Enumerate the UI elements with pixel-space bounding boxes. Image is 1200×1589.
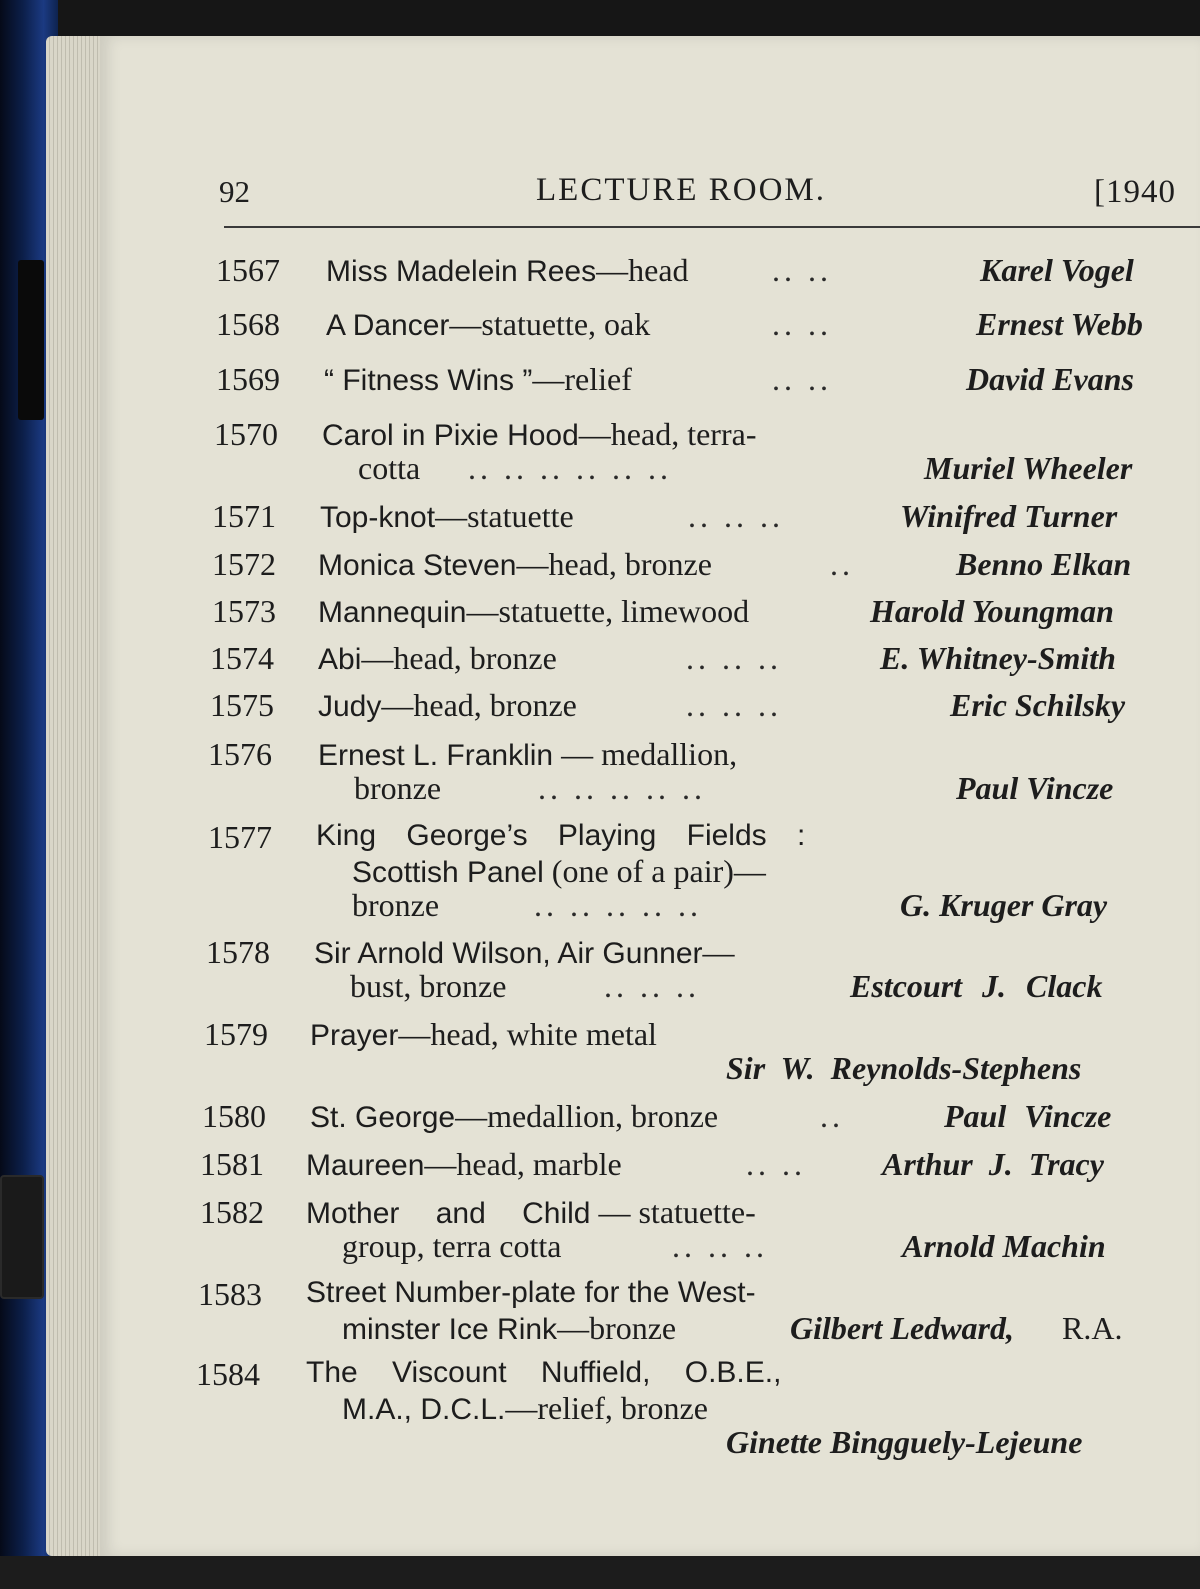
leader-dots: .. .. [772,361,832,397]
page-title: LECTURE ROOM. [536,172,826,208]
entry-number: 1571 [212,498,276,534]
artist-name: Paul Vincze [956,770,1114,806]
entry-description: — medallion, [553,736,738,772]
entry-number: 1575 [210,687,274,723]
artist-name: Ernest Webb [976,306,1143,342]
entry-number: 1578 [206,934,270,970]
entry-title: Judy [318,690,382,723]
artist-name: Paul Vincze [944,1098,1112,1134]
entry-description: —head, bronze [381,687,577,723]
entry-number: 1576 [208,736,272,772]
leader-dots: .. .. .. [688,498,784,534]
entry-title: Top-knot [320,501,436,534]
book-clip [0,1175,44,1299]
entry-title-continuation: minster Ice Rink [342,1313,558,1346]
entry-continuation: bronze [352,887,440,923]
artist-name: Arnold Machin [902,1228,1106,1264]
artist-name: Harold Youngman [870,593,1114,629]
artist-name: Karel Vogel [980,252,1134,288]
entry-title: Abi [318,643,362,676]
page-year: [1940 [1094,174,1176,210]
entry-title: Miss Madelein Rees [326,255,597,288]
page-edges [46,36,106,1556]
book-cover-bottom [0,1556,1200,1589]
artist-name: Winifred Turner [900,498,1118,534]
leader-dots: .. .. .. .. .. [538,770,706,806]
entry-number: 1583 [198,1276,262,1312]
leader-dots: .. .. .. [686,640,782,676]
entry-title: Mannequin [318,596,467,629]
entry-title: The Viscount Nuffield, O.B.E., [306,1356,782,1389]
entry-title: St. George [310,1101,456,1134]
catalogue-page [100,36,1200,1556]
artist-name: Ginette Bingguely-Lejeune [726,1424,1083,1460]
entry-title: Sir Arnold Wilson, Air Gunner [314,937,703,970]
page-number: 92 [219,174,250,209]
entry-number: 1580 [202,1098,266,1134]
artist-suffix: R.A. [1062,1310,1123,1346]
artist-name: Arthur J. Tracy [882,1146,1104,1182]
artist-name: Estcourt J. Clack [850,968,1103,1004]
leader-dots: .. .. .. .. .. [534,887,702,923]
entry-title-continuation: M.A., D.C.L. [342,1393,506,1426]
artist-name: David Evans [966,361,1134,397]
leader-dots: .. .. .. [604,968,700,1004]
leader-dots: .. [820,1098,844,1134]
entry-title: A Dancer [326,309,450,342]
entry-description: —bronze [557,1310,677,1346]
leader-dots: .. .. [746,1146,806,1182]
entry-number: 1568 [216,306,280,342]
leader-dots: .. .. [772,306,832,342]
entry-title-continuation: Scottish Panel [352,856,544,889]
leader-dots: .. .. .. [672,1228,768,1264]
entry-description: —statuette [435,498,574,534]
artist-name: Muriel Wheeler [924,450,1133,486]
entry-description: —head, bronze [361,640,557,676]
entry-description: (one of a pair)— [543,853,766,889]
entry-description: —statuette, limewood [466,593,750,629]
entry-number: 1574 [210,640,274,676]
entry-number: 1569 [216,361,280,397]
entry-title: King George’s Playing Fields : [316,819,806,852]
entry-title: Ernest L. Franklin [318,739,554,772]
entry-title: Prayer [310,1019,399,1052]
entry-title: Mother and Child [306,1197,591,1230]
entry-description: —head, marble [424,1146,622,1182]
artist-name: G. Kruger Gray [900,887,1108,923]
leader-dots: .. .. .. [686,687,782,723]
entry-title: Maureen [306,1149,425,1182]
artist-name: Benno Elkan [956,546,1132,582]
leader-dots: .. .. [772,252,832,288]
entry-description: — statuette- [590,1194,756,1230]
header-rule [224,226,1200,228]
entry-number: 1567 [216,252,280,288]
entry-number: 1584 [196,1356,260,1392]
entry-number: 1577 [208,819,272,855]
entry-title: Street Number-plate for the West- [306,1276,756,1309]
leader-dots: .. [830,546,854,582]
entry-continuation: bust, bronze [350,968,507,1004]
entry-title: Monica Steven [318,549,517,582]
entry-description: —head, white metal [398,1016,657,1052]
entry-description: — [702,934,735,970]
entry-continuation: group, terra cotta [342,1228,562,1264]
entry-continuation: bronze [354,770,442,806]
entry-description: —medallion, bronze [455,1098,719,1134]
page-header [100,172,1200,222]
artist-name: Eric Schilsky [950,687,1126,723]
entry-description: —relief [532,361,632,397]
artist-name: E. Whitney-Smith [880,640,1116,676]
entry-number: 1579 [204,1016,268,1052]
entry-number: 1573 [212,593,276,629]
entry-description: —relief, bronze [505,1390,708,1426]
leader-dots: .. .. .. .. .. .. [468,450,672,486]
entry-description: —statuette, oak [449,306,651,342]
entry-description: —head, bronze [516,546,712,582]
entry-number: 1582 [200,1194,264,1230]
entry-number: 1570 [214,416,278,452]
entry-title: Carol in Pixie Hood [322,419,579,452]
artist-name: Sir W. Reynolds-Stephens [726,1050,1082,1086]
entry-description: —head, terra- [578,416,757,452]
entry-description: —head [596,252,689,288]
entry-number: 1572 [212,546,276,582]
entry-number: 1581 [200,1146,264,1182]
entry-continuation: cotta [358,450,421,486]
artist-name: Gilbert Ledward, [790,1310,1014,1346]
entry-title: “ Fitness Wins ” [324,364,533,397]
